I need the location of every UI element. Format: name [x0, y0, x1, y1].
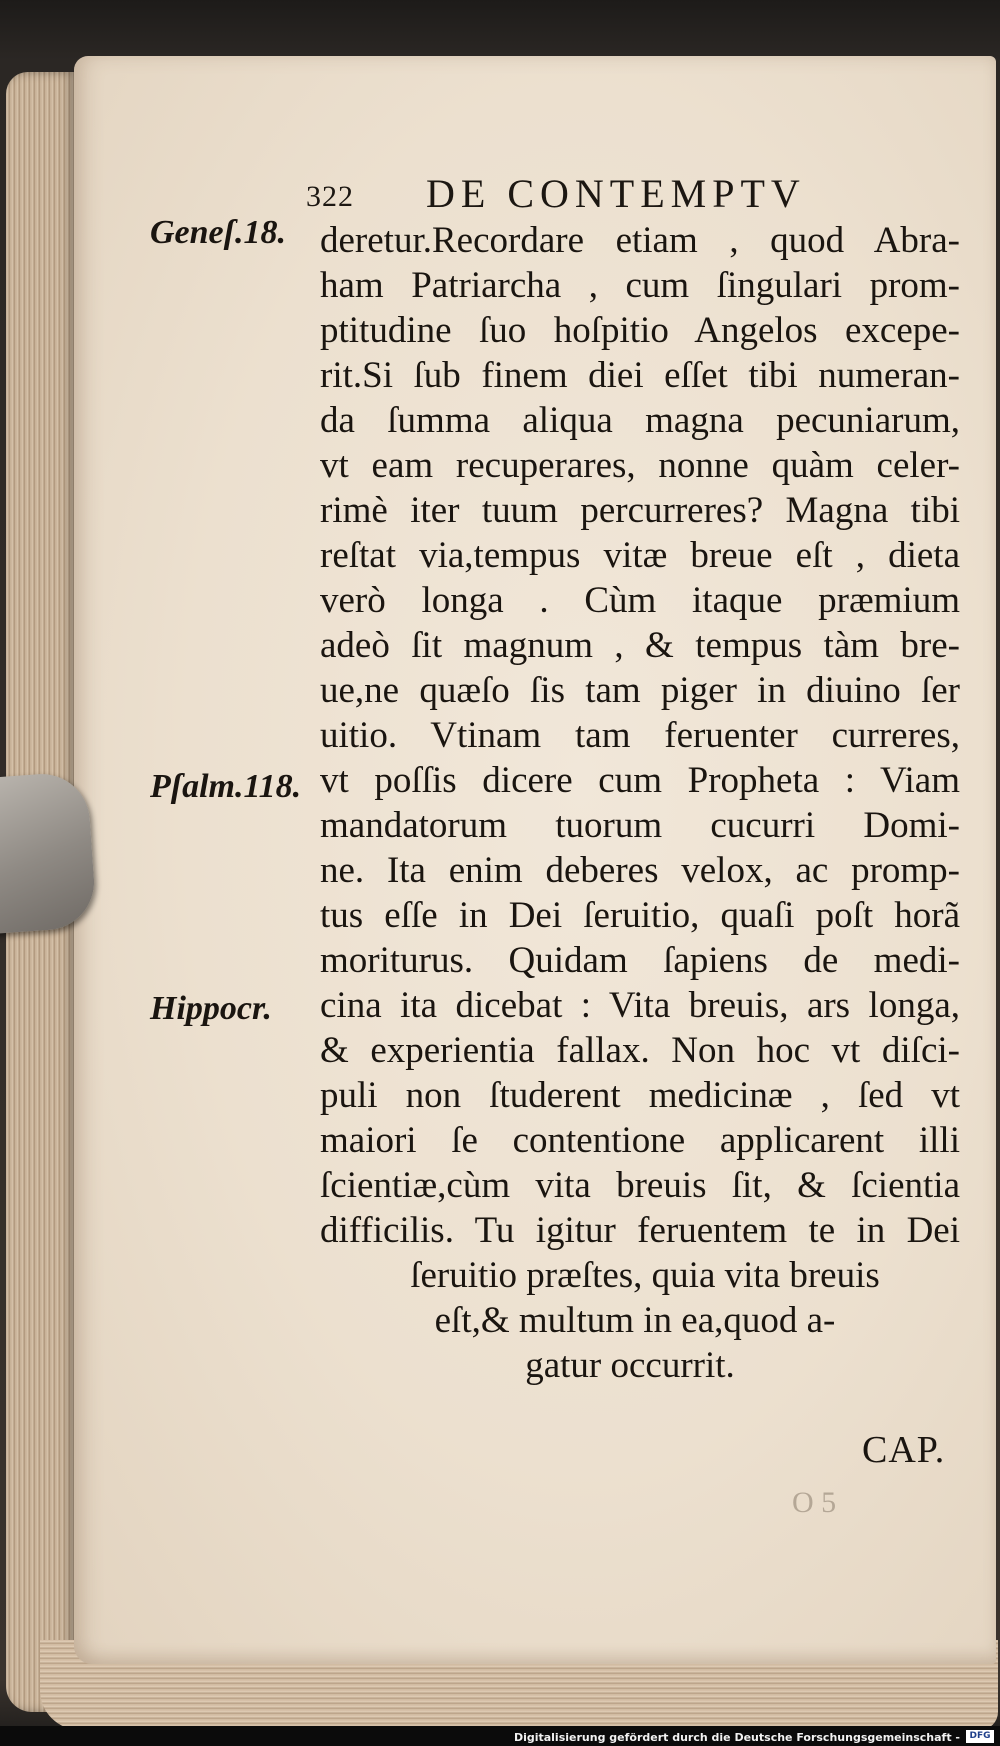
text-line: verò longa . Cùm itaque præmium: [320, 580, 960, 621]
text-line: eſt,& multum in ea,quod a-: [434, 1300, 836, 1341]
margin-note-genesis: Geneſ.18.: [150, 214, 286, 251]
footer-bar: [0, 1726, 1000, 1746]
text-line: vt poſſis dicere cum Propheta : Viam: [320, 760, 960, 801]
text-line: vt eam recuperares, nonne quàm celer-: [320, 445, 960, 486]
text-line: tus eſſe in Dei ſeruitio, quaſi poſt horã: [320, 895, 960, 936]
text-line: deretur.Recordare etiam , quod Abra-: [320, 220, 960, 261]
text-line: moriturus. Quidam ſapiens de medi-: [320, 940, 960, 981]
text-line: ne. Ita enim deberes velox, ac promp-: [320, 850, 960, 891]
text-line: mandatorum tuorum cucurri Domi-: [320, 805, 960, 846]
text-line: ham Patriarcha , cum ſingulari prom-: [320, 265, 960, 306]
text-line: ptitudine ſuo hoſpitio Angelos excepe-: [320, 310, 960, 351]
text-line: puli non ſtuderent medicinæ , ſed vt: [320, 1075, 960, 1116]
margin-note-psalm: Pſalm.118.: [150, 768, 302, 805]
text-line: da ſumma aliqua magna pecuniarum,: [320, 400, 960, 441]
text-line: ſeruitio præſtes, quia vita breuis: [410, 1255, 880, 1296]
footer-credit: Digitalisierung gefördert durch die Deutsche Forschungsgemeinschaft -: [513, 1731, 960, 1744]
text-line: ue,ne quæſo ſis tam piger in diuino ſer: [320, 670, 960, 711]
text-line: adeò ſit magnum , & tempus tàm bre-: [320, 625, 960, 666]
running-title: DE CONTEMPTV: [426, 171, 806, 216]
catchword: CAP.: [862, 1429, 946, 1471]
dfg-logo: DFG: [966, 1730, 994, 1743]
text-line: rimè iter tuum percurreres? Magna tibi: [320, 490, 960, 531]
signature-mark: O 5: [792, 1486, 837, 1519]
text-line: gatur occurrit.: [525, 1345, 735, 1386]
page-number: 322: [306, 180, 354, 213]
text-line: reſtat via,tempus vitæ breue eſt , dieta: [320, 535, 960, 576]
text-line: uitio. Vtinam tam feruenter curreres,: [320, 715, 960, 756]
text-line: maiori ſe contentione applicarent illi: [320, 1120, 960, 1161]
text-line: cina ita dicebat : Vita breuis, ars longa,: [320, 985, 960, 1026]
text-line: difficilis. Tu igitur feruentem te in Dei: [320, 1210, 960, 1251]
text-line: & experientia fallax. Non hoc vt diſci-: [320, 1030, 960, 1071]
text-line: rit.Si ſub finem diei eſſet tibi numeran-: [320, 355, 960, 396]
margin-note-hippocrates: Hippocr.: [150, 990, 272, 1027]
text-line: ſcientiæ,cùm vita breuis ſit, & ſcientia: [320, 1165, 960, 1206]
